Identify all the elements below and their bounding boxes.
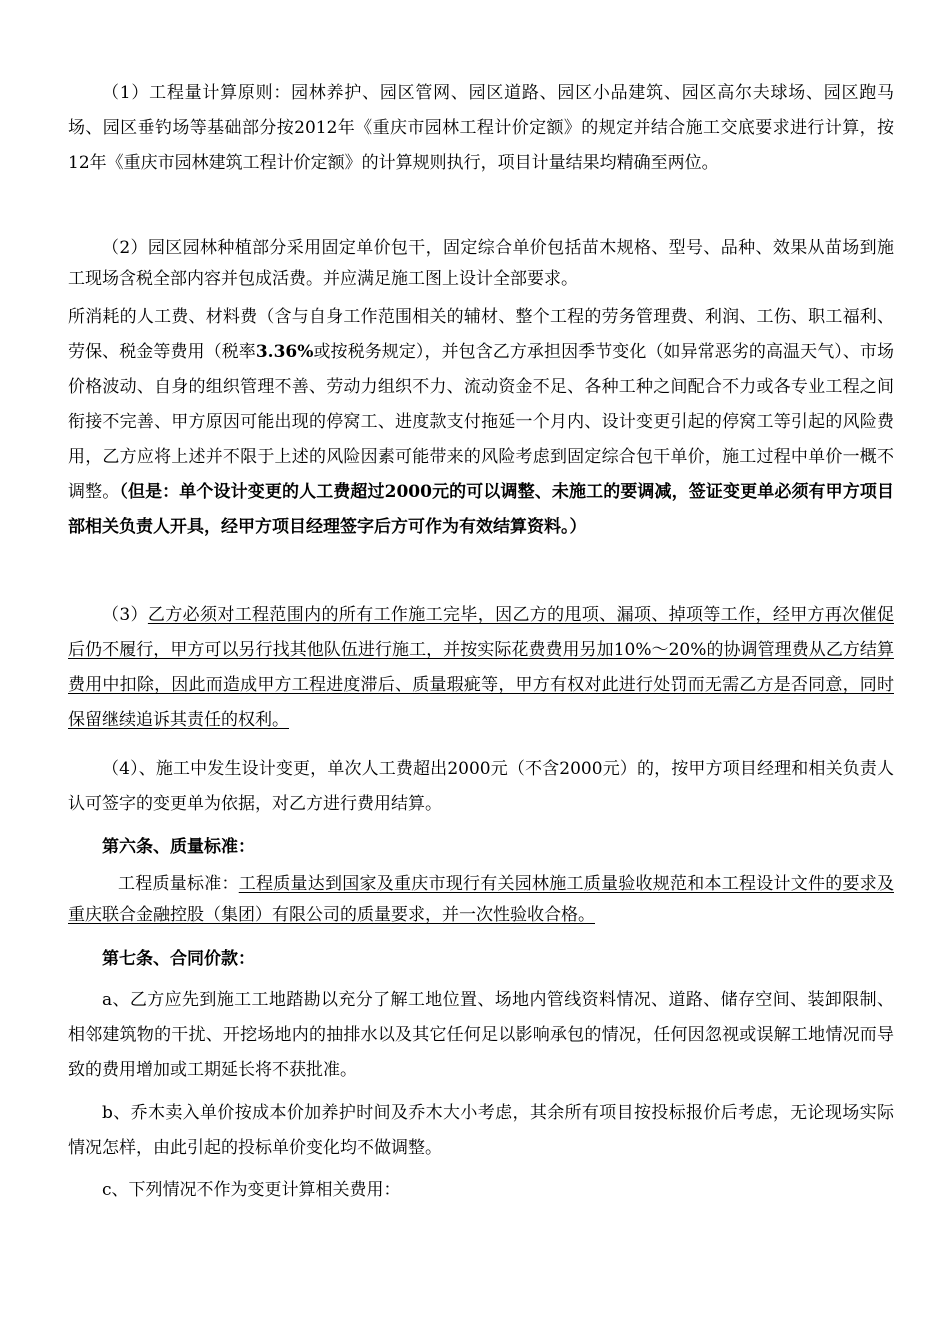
contract-price-item-c	[68, 1173, 894, 1208]
contract-price-item-a	[68, 983, 894, 1088]
design-change-exception-text: （但是：单个设计变更的人工费超过2000元的可以调整、未施工的要调减，签证变更单必须有甲方项目部相关负责人开具，经甲方项目经理签字后方可作为有效结算资料。）	[68, 482, 895, 537]
quality-standard-underlined-text: 工程质量达到国家及重庆市现行有关园林施工质量验收规范和本工程设计文件的要求及重庆联合金融控股（集团）有限公司的质量要求，并一次性验收合格。	[68, 874, 894, 925]
clause-5-item-3	[68, 598, 894, 738]
clause-5-item-1	[68, 76, 894, 181]
clause-5-item-2-text: （2）园区园林种植部分采用固定单价包干，固定综合单价包括苗木规格、型号、品种、效果从苗场到施工现场含税全部内容并包成活费。并应满足施工图上设计全部要求。	[68, 238, 894, 289]
clause-5-item-4	[68, 752, 894, 822]
clause-5-item-3-prefix: （3）	[102, 605, 148, 625]
quality-standard-paragraph	[68, 869, 894, 931]
clause-5-item-2-continued	[68, 300, 894, 545]
clause-5-item-4-text: （4）、施工中发生设计变更，单次人工费超出2000元（不含2000元）的，按甲方项目经理和相关负责人认可签字的变更单为依据，对乙方进行费用结算。	[68, 759, 894, 814]
clause-5-item-1-text: （1）工程量计算原则：园林养护、园区管网、园区道路、园区小品建筑、园区高尔夫球场、园区跑马场、园区垂钓场等基础部分按2012年《重庆市园林工程计价定额》的规定并结合施工交底要求进行计算，按12年《重庆市园林建筑工程计价定额》的计算规则执行，项目计量结果均精确至两位。	[68, 83, 894, 173]
article-6-heading: 第六条、质量标准：	[102, 837, 255, 857]
clause-5-item-3-underlined-text: 乙方必须对工程范围内的所有工作施工完毕，因乙方的甩项、漏项、掉项等工作，经甲方再次催促后仍不履行，甲方可以另行找其他队伍进行施工，并按实际花费费用另加10%～20%的协调管理费从乙方结算费用中扣除，因此而造成甲方工程进度滞后、质量瑕疵等，甲方有权对此进行处罚而无需乙方是否同意，同时保留继续追诉其责任的权利。	[68, 605, 894, 730]
quality-standard-label: 工程质量标准：	[118, 874, 239, 894]
contract-price-item-b-text: b、乔木卖入单价按成本价加养护时间及乔木大小考虑，其余所有项目按投标报价后考虑，无论现场实际情况怎样，由此引起的投标单价变化均不做调整。	[68, 1103, 894, 1158]
risk-scope-text: 或按税务规定），并包含乙方承担因季节变化（如异常恶劣的高温天气）、市场价格波动、自身的组织管理不善、劳动力组织不力、流动资金不足、各种工种之间配合不力或各专业工程之间衔接不完善、甲方原因可能出现的停窝工、进度款支付拖延一个月内、设计变更引起的停窝工等引起的风险费用，乙方应将上述并不限于上述的风险因素可能带来的风险考虑到固定综合包干单价，施工过程中单价一概不调整。	[68, 342, 895, 502]
clause-5-item-2	[68, 233, 894, 295]
cost-scope-text: 所消耗的人工费、材料费（含与自身工作范围相关的辅材、整个工程的劳务管理费、利润、工伤、职工福利、劳保、税金等费用（税率	[68, 307, 894, 362]
contract-price-item-b	[68, 1096, 894, 1166]
article-7-heading: 第七条、合同价款：	[102, 949, 255, 969]
contract-price-item-a-text: a、乙方应先到施工工地踏勘以充分了解工地位置、场地内管线资料情况、道路、储存空间、装卸限制、相邻建筑物的干扰、开挖场地内的抽排水以及其它任何足以影响承包的情况，任何因忽视或误解工地情况而导致的费用增加或工期延长将不获批准。	[68, 990, 894, 1080]
contract-price-item-c-text: c、下列情况不作为变更计算相关费用：	[102, 1180, 401, 1200]
tax-rate-value: 3.36%	[255, 342, 314, 362]
